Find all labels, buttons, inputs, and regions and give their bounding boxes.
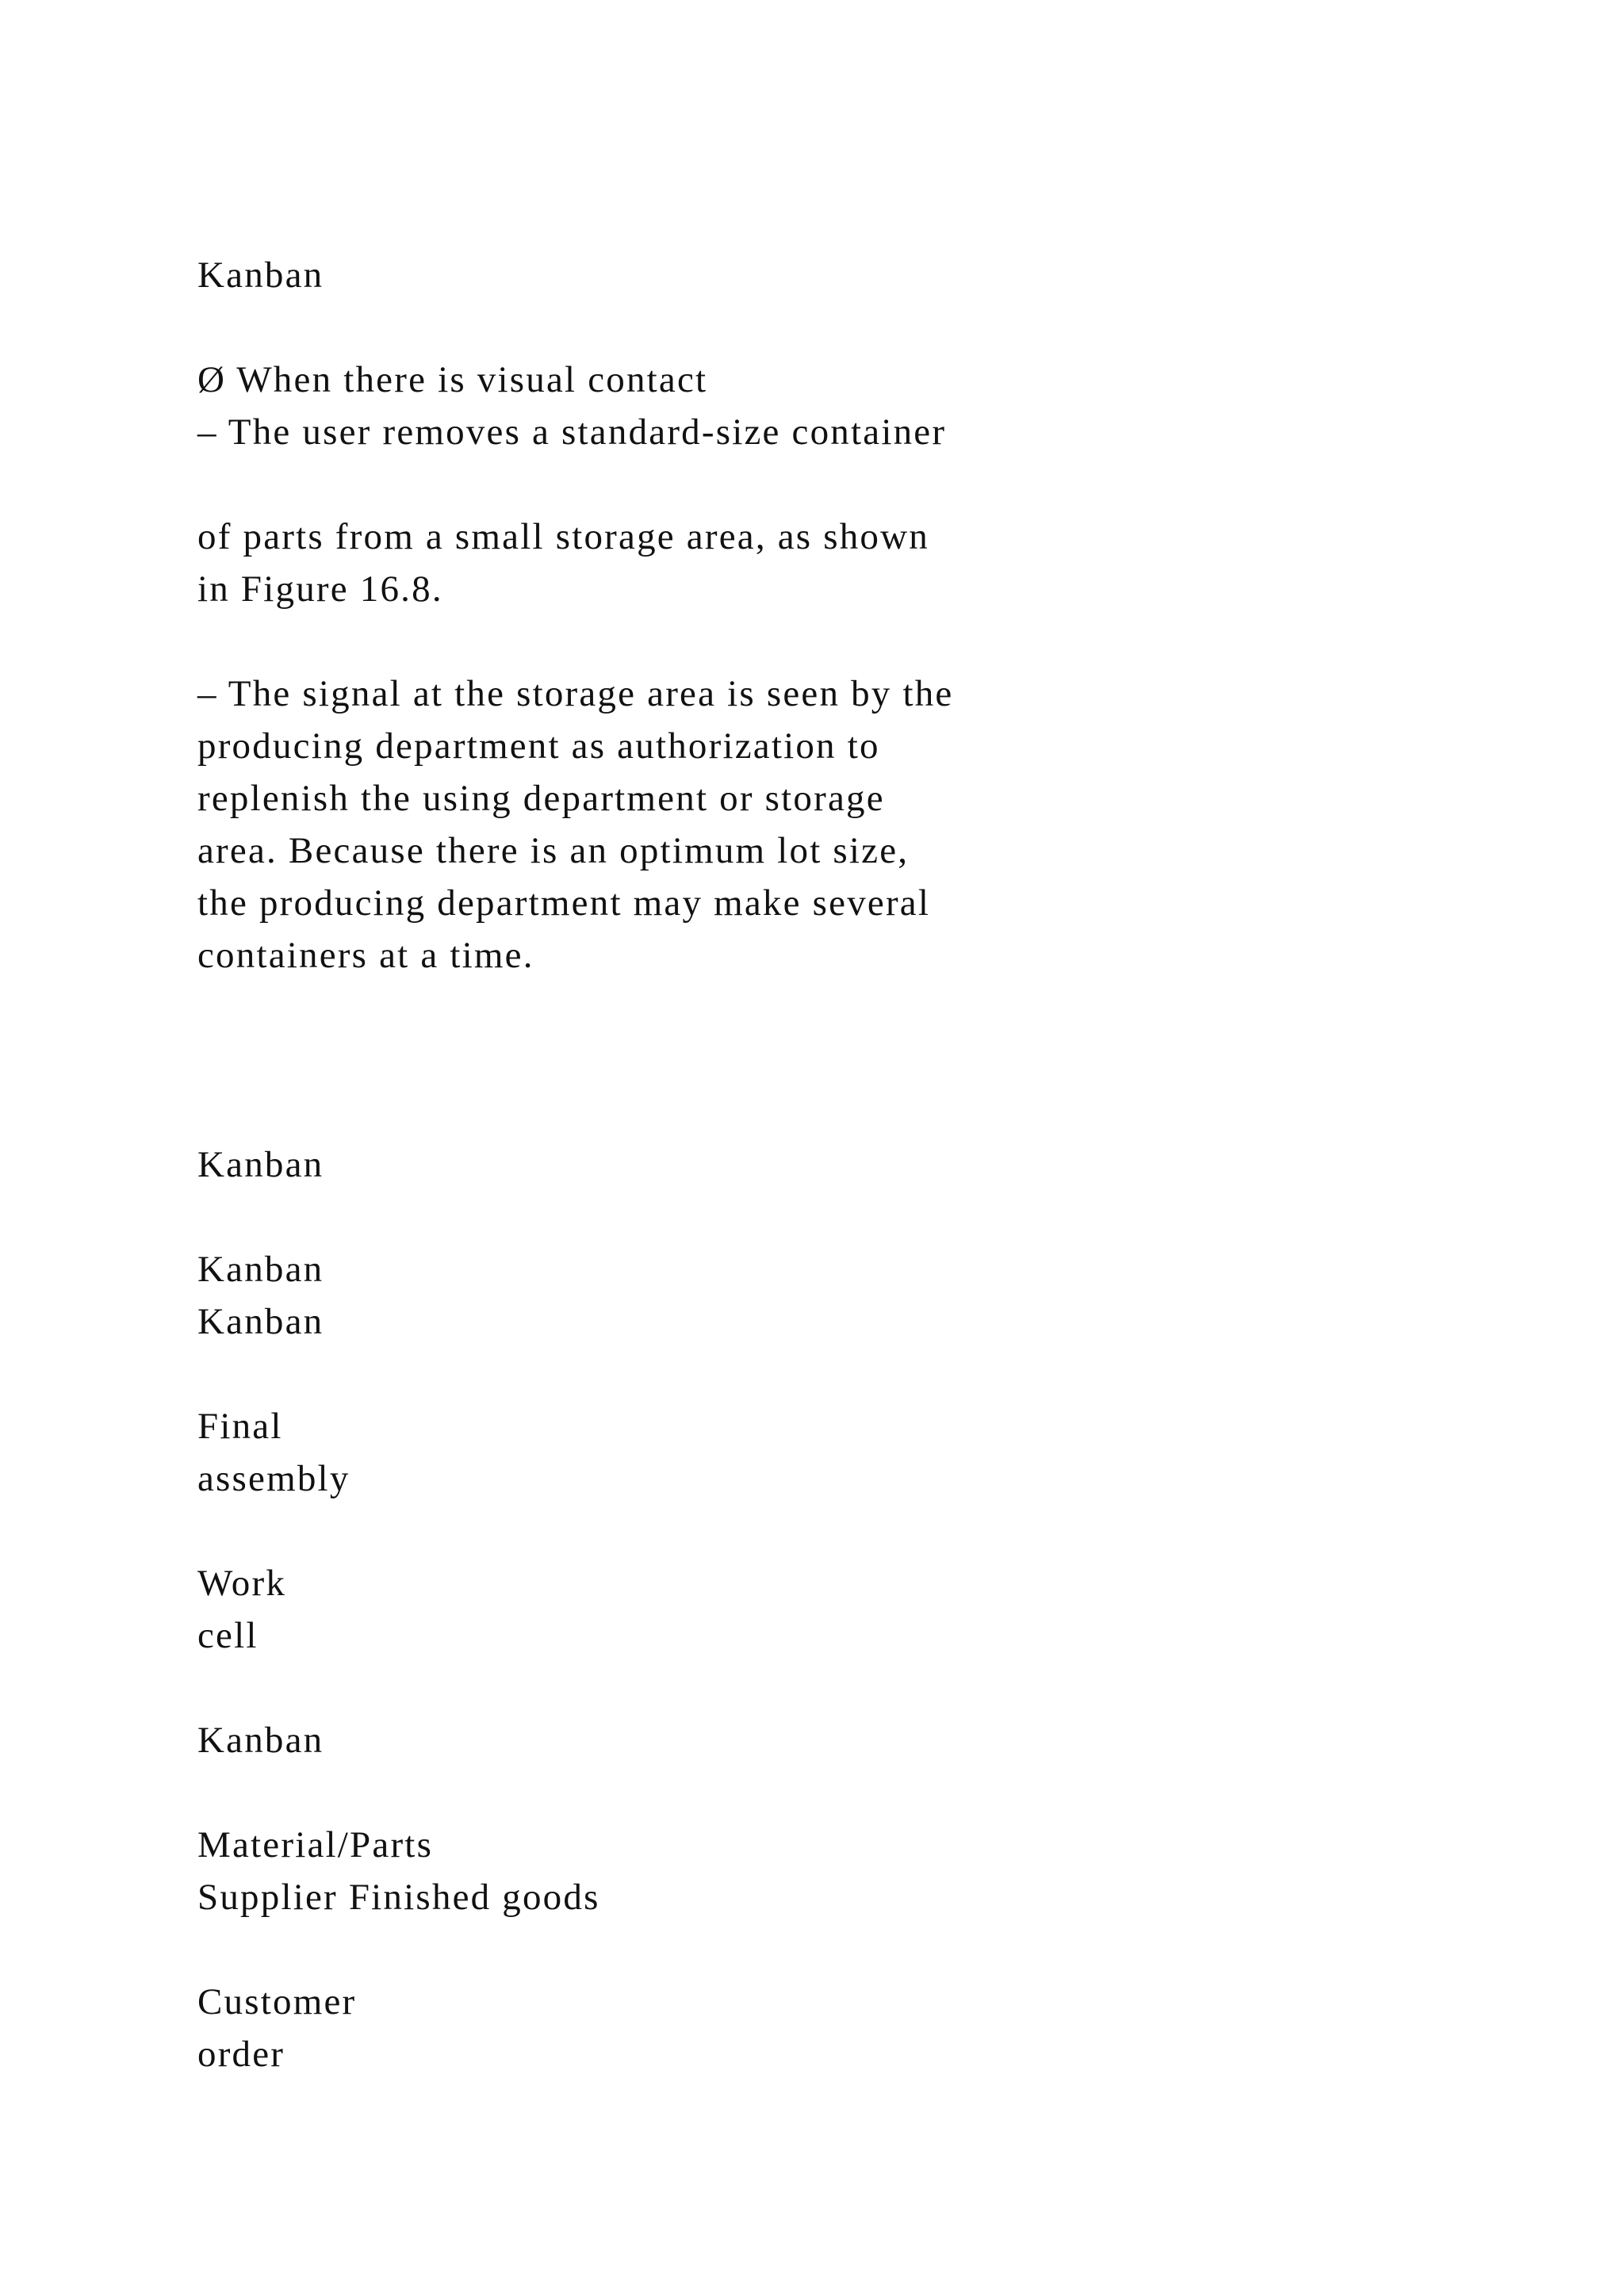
figure-label-supplier-finished-goods: Supplier Finished goods [197, 1877, 600, 1918]
figure-label-customer: Customer [197, 1981, 357, 2022]
figure-label-material-parts: Material/Parts [197, 1824, 434, 1866]
item1-line3: in Figure 16.8. [197, 568, 443, 610]
figure-label-kanban: Kanban [197, 1720, 324, 1761]
item2-line1: – The signal at the storage area is seen by the [197, 673, 954, 714]
item2-line2: producing department as authorization to [197, 725, 880, 767]
bullet-visual-contact: Ø When there is visual contact [197, 359, 708, 400]
figure-label-kanban: Kanban [197, 1249, 324, 1290]
item2-line3: replenish the using department or storage [197, 778, 885, 819]
figure-label-cell: cell [197, 1615, 259, 1656]
item2-line4: area. Because there is an optimum lot size, [197, 830, 910, 871]
figure-label-work: Work [197, 1563, 287, 1604]
item2-line5: the producing department may make several [197, 882, 931, 924]
figure-label-final: Final [197, 1406, 283, 1447]
item1-line2: of parts from a small storage area, as shown [197, 516, 929, 557]
figure-label-assembly: assembly [197, 1458, 350, 1499]
item2-line6: containers at a time. [197, 935, 534, 976]
figure-label-kanban: Kanban [197, 1144, 324, 1185]
section-heading: Kanban [197, 254, 324, 296]
figure-label-order: order [197, 2034, 285, 2075]
figure-label-kanban: Kanban [197, 1301, 324, 1342]
item1-line1: – The user removes a standard-size container [197, 411, 947, 453]
